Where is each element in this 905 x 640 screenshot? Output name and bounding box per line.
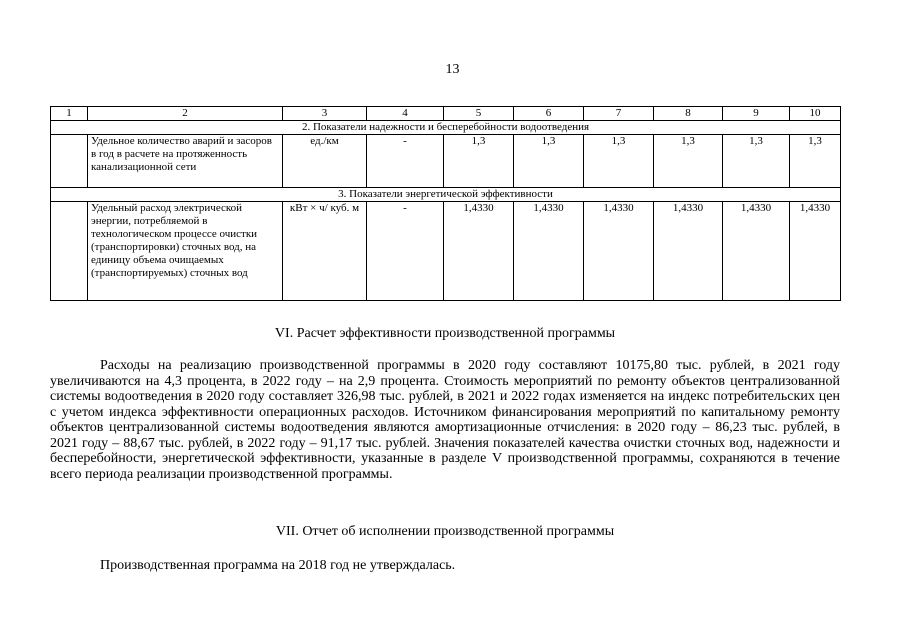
header-cell: 3 [283, 107, 367, 121]
value-cell: 1,4330 [790, 202, 841, 301]
base-value-cell: - [367, 202, 444, 301]
value-cell: 1,4330 [514, 202, 584, 301]
value-cell: 1,3 [444, 135, 514, 188]
header-cell: 5 [444, 107, 514, 121]
header-cell: 1 [51, 107, 88, 121]
header-cell: 4 [367, 107, 444, 121]
section-row-reliability [51, 121, 841, 135]
section-vii-paragraph: Производственная программа на 2018 год не утверждалась. [100, 558, 456, 573]
header-cell: 6 [514, 107, 584, 121]
value-cell: 1,4330 [723, 202, 790, 301]
table-header-row [51, 107, 841, 121]
unit-cell: кВт × ч/ куб. м [283, 202, 367, 301]
value-cell: 1,4330 [444, 202, 514, 301]
page-number: 13 [445, 62, 460, 77]
value-cell: 1,3 [654, 135, 723, 188]
section-row-energy [51, 188, 841, 202]
section-vi-paragraph: Расходы на реализацию производственной программы в 2020 году составляют 10175,80 тыс. рублей, в 2021 году увеличиваются на 4,3 процента, в 2022 году – на 2,9 процента. Стоимость мероприятий по ремонту объектов централизованной системы водоотведения в 2020 году составляет 326,98 тыс. рублей, в 2021 и 2022 годах изменяется на индекс потребительских цен с учетом индекса эффективности операционных расходов. Источником финансирования мероприятий по капитальному ремонту объектов централизованной системы водоотведения являются амортизационные отчисления: в 2020 году – 86,23 тыс. рублей, в 2021 году – 88,67 тыс. рублей, в 2022 году – 91,17 тыс. рублей. Значения показателей качества очистки сточных вод, надежности и бесперебойности, энергетической эффективности, указанные в разделе V производственной программы, сохраняются в течение всего периода реализации производственной программы. [50, 358, 840, 482]
value-cell: 1,3 [723, 135, 790, 188]
value-cell: 1,3 [514, 135, 584, 188]
indicators-table [50, 106, 841, 301]
section-vii-heading: VII. Отчет об исполнении производственной программы [275, 524, 615, 539]
indicator-name: Удельный расход электрической энергии, потребляемой в технологическом процессе очистки (транспортировки) сточных вод, на единицу объема очищаемых (транспортируемых) сточных вод [88, 202, 283, 301]
value-cell: 1,3 [790, 135, 841, 188]
header-cell: 2 [88, 107, 283, 121]
header-cell: 8 [654, 107, 723, 121]
unit-cell: ед./км [283, 135, 367, 188]
table-row [51, 135, 841, 188]
section-vi-heading: VI. Расчет эффективности производственной программы [274, 326, 616, 341]
section-title: 2. Показатели надежности и бесперебойности водоотведения [51, 121, 841, 135]
value-cell: 1,4330 [584, 202, 654, 301]
row-number-cell [51, 202, 88, 301]
indicator-name: Удельное количество аварий и засоров в год в расчете на протяженность канализационной сети [88, 135, 283, 188]
value-cell: 1,4330 [654, 202, 723, 301]
header-cell: 10 [790, 107, 841, 121]
header-cell: 9 [723, 107, 790, 121]
row-number-cell [51, 135, 88, 188]
value-cell: 1,3 [584, 135, 654, 188]
table-row [51, 202, 841, 301]
section-title: 3. Показатели энергетической эффективности [51, 188, 841, 202]
base-value-cell: - [367, 135, 444, 188]
header-cell: 7 [584, 107, 654, 121]
